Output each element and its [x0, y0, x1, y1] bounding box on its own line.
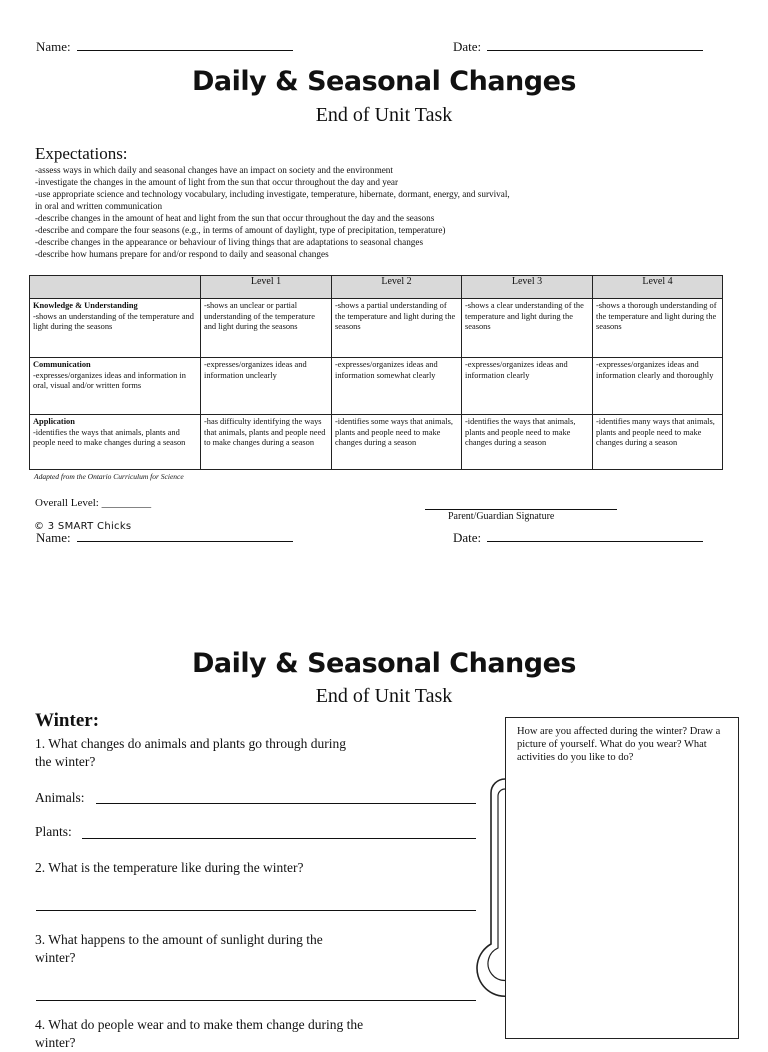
expectation-item: in oral and written communication [35, 201, 163, 211]
rubric-cell: -shows an unclear or partial understanding of the temperature and light during the seasons [201, 299, 332, 358]
date-label: Date: [453, 39, 482, 54]
rubric-cell: -has difficulty identifying the ways that animals, plants and people need to make changes during a season [201, 415, 332, 470]
expectation-item: -use appropriate science and technology vocabulary, including investigate, temperature, hibernate, dormant, energy, and survival, [35, 189, 510, 199]
date-label: Date: [453, 530, 482, 545]
rubric-category: Application [33, 417, 75, 426]
signature-label: Parent/Guardian Signature [448, 511, 555, 522]
expectations-list [35, 164, 595, 260]
animals-answer-line[interactable] [96, 803, 476, 804]
expectation-item: -describe changes in the appearance or behaviour of living things that are adaptations to seasonal changes [35, 237, 424, 247]
name-label: Name: [36, 39, 71, 54]
name-field-row [36, 38, 293, 55]
rubric-row-knowledge [30, 299, 723, 358]
question-4-partial: 4. What do people wear and to make them change during the winter? [35, 1017, 364, 1050]
rubric-header-row [30, 276, 723, 299]
question-3: 3. What happens to the amount of sunlight during the winter? [35, 932, 323, 965]
rubric-row-communication [30, 358, 723, 415]
season-heading: Winter: [35, 710, 100, 731]
rubric-cell: -expresses/organizes ideas and information somewhat clearly [332, 358, 462, 415]
rubric-header-level-3: Level 3 [462, 276, 593, 299]
rubric-category: Communication [33, 360, 91, 369]
name-field-row [36, 529, 293, 546]
rubric-category-cell [30, 358, 201, 415]
page-subtitle: End of Unit Task [315, 104, 453, 126]
signature-line[interactable] [425, 509, 617, 510]
name-blank[interactable] [77, 38, 293, 51]
rubric-cell: -shows a thorough understanding of the temperature and light during the seasons [593, 299, 723, 358]
question-2: 2. What is the temperature like during the winter? [35, 860, 304, 875]
rubric-category-desc: -identifies the ways that animals, plants and people need to make changes during a season [33, 427, 186, 447]
expectation-item: -assess ways in which daily and seasonal changes have an impact on society and the environment [35, 165, 393, 175]
rubric-cell: -identifies some ways that animals, plants and people need to make changes during a season [332, 415, 462, 470]
adapted-note: Adapted from the Ontario Curriculum for Science [34, 472, 184, 481]
rubric-table [29, 275, 723, 470]
rubric-header-level-4: Level 4 [593, 276, 723, 299]
date-blank[interactable] [487, 38, 703, 51]
plants-label: Plants: [35, 824, 72, 839]
rubric-category-desc: -shows an understanding of the temperature and light during the seasons [33, 311, 194, 331]
overall-level: Overall Level: _________ [35, 497, 152, 509]
rubric-category-cell [30, 415, 201, 470]
plants-answer-line[interactable] [82, 838, 476, 839]
rubric-row-application [30, 415, 723, 470]
expectation-item: -describe and compare the four seasons (e.g., in terms of amount of daylight, type of precipitation, temperature) [35, 225, 446, 235]
expectation-item: -investigate the changes in the amount of light from the sun that occur throughout the day and year [35, 177, 399, 187]
drawing-box-prompt: How are you affected during the winter? Draw a picture of yourself. What do you wear? What activities do you like to do? [517, 726, 721, 763]
page-subtitle: End of Unit Task [315, 685, 453, 707]
rubric-header-level-2: Level 2 [332, 276, 462, 299]
rubric-cell: -expresses/organizes ideas and information clearly [462, 358, 593, 415]
brand-logo: © 3 SMART Chicks [34, 521, 132, 532]
rubric-category: Knowledge & Understanding [33, 301, 138, 310]
rubric-category-cell [30, 299, 201, 358]
rubric-cell: -shows a clear understanding of the temperature and light during the seasons [462, 299, 593, 358]
animals-label: Animals: [35, 790, 85, 805]
expectations-heading: Expectations: [35, 144, 128, 163]
page-title: Daily & Seasonal Changes [192, 648, 576, 679]
q3-answer-line[interactable] [36, 1000, 476, 1001]
rubric-cell: -shows a partial understanding of the temperature and light during the seasons [332, 299, 462, 358]
expectation-item: -describe how humans prepare for and/or respond to daily and seasonal changes [35, 249, 329, 259]
rubric-header-blank [30, 276, 201, 299]
question-1: 1. What changes do animals and plants go through during the winter? [35, 736, 346, 769]
rubric-cell: -expresses/organizes ideas and information clearly and thoroughly [593, 358, 723, 415]
name-blank[interactable] [77, 529, 293, 542]
date-field-row [453, 529, 703, 546]
date-field-row [453, 38, 703, 55]
date-blank[interactable] [487, 529, 703, 542]
drawing-box[interactable] [505, 717, 739, 1039]
expectation-item: -describe changes in the amount of heat and light from the sun that occur throughout the day and the seasons [35, 213, 435, 223]
rubric-category-desc: -expresses/organizes ideas and information in oral, visual and/or written forms [33, 370, 186, 390]
page-title: Daily & Seasonal Changes [192, 66, 576, 97]
rubric-cell: -expresses/organizes ideas and information unclearly [201, 358, 332, 415]
rubric-header-level-1: Level 1 [201, 276, 332, 299]
name-label: Name: [36, 530, 71, 545]
rubric-cell: -identifies many ways that animals, plants and people need to make changes during a season [593, 415, 723, 470]
q2-answer-line[interactable] [36, 910, 476, 911]
rubric-cell: -identifies the ways that animals, plants and people need to make changes during a season [462, 415, 593, 470]
